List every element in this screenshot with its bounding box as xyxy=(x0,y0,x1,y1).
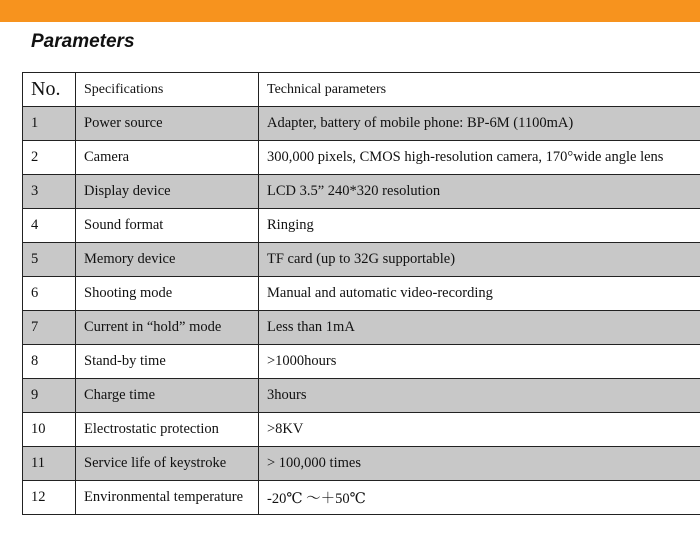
header-no: No. xyxy=(23,73,76,107)
row-spec: Sound format xyxy=(76,209,259,243)
row-tech: Manual and automatic video-recording xyxy=(259,277,700,311)
row-number: 3 xyxy=(23,175,76,209)
table-header-row xyxy=(23,73,700,107)
table-row xyxy=(23,243,700,277)
row-tech: TF card (up to 32G supportable) xyxy=(259,243,700,277)
row-tech: 3hours xyxy=(259,379,700,413)
row-spec: Electrostatic protection xyxy=(76,413,259,447)
parameters-table xyxy=(22,72,700,515)
row-tech: Less than 1mA xyxy=(259,311,700,345)
top-accent-bar xyxy=(0,0,700,22)
row-tech: Ringing xyxy=(259,209,700,243)
table-row xyxy=(23,141,700,175)
row-spec: Power source xyxy=(76,107,259,141)
row-tech: Adapter, battery of mobile phone: BP-6M (1100mA) xyxy=(259,107,700,141)
row-tech: -20℃ ～＋50℃ xyxy=(259,481,700,515)
table-row xyxy=(23,311,700,345)
table-row xyxy=(23,277,700,311)
row-spec: Environmental temperature xyxy=(76,481,259,515)
row-number: 5 xyxy=(23,243,76,277)
row-spec: Display device xyxy=(76,175,259,209)
table-row xyxy=(23,209,700,243)
row-spec: Charge time xyxy=(76,379,259,413)
row-number: 11 xyxy=(23,447,76,481)
table-row xyxy=(23,447,700,481)
row-tech: >8KV xyxy=(259,413,700,447)
row-number: 4 xyxy=(23,209,76,243)
row-number: 6 xyxy=(23,277,76,311)
table-row xyxy=(23,345,700,379)
header-technical-parameters: Technical parameters xyxy=(259,73,700,107)
row-number: 10 xyxy=(23,413,76,447)
row-spec: Service life of keystroke xyxy=(76,447,259,481)
row-spec: Memory device xyxy=(76,243,259,277)
table-row xyxy=(23,175,700,209)
table-row xyxy=(23,481,700,515)
page-title: Parameters xyxy=(31,31,135,52)
row-tech: >1000hours xyxy=(259,345,700,379)
row-tech: > 100,000 times xyxy=(259,447,700,481)
header-specifications: Specifications xyxy=(76,73,259,107)
table-row xyxy=(23,413,700,447)
row-spec: Shooting mode xyxy=(76,277,259,311)
row-spec: Camera xyxy=(76,141,259,175)
row-number: 12 xyxy=(23,481,76,515)
row-number: 8 xyxy=(23,345,76,379)
row-number: 9 xyxy=(23,379,76,413)
table-row xyxy=(23,107,700,141)
row-tech: 300,000 pixels, CMOS high-resolution camera, 170°wide angle lens xyxy=(259,141,700,175)
row-tech: LCD 3.5” 240*320 resolution xyxy=(259,175,700,209)
row-spec: Current in “hold” mode xyxy=(76,311,259,345)
table-row xyxy=(23,379,700,413)
row-spec: Stand-by time xyxy=(76,345,259,379)
row-number: 1 xyxy=(23,107,76,141)
row-number: 7 xyxy=(23,311,76,345)
row-number: 2 xyxy=(23,141,76,175)
